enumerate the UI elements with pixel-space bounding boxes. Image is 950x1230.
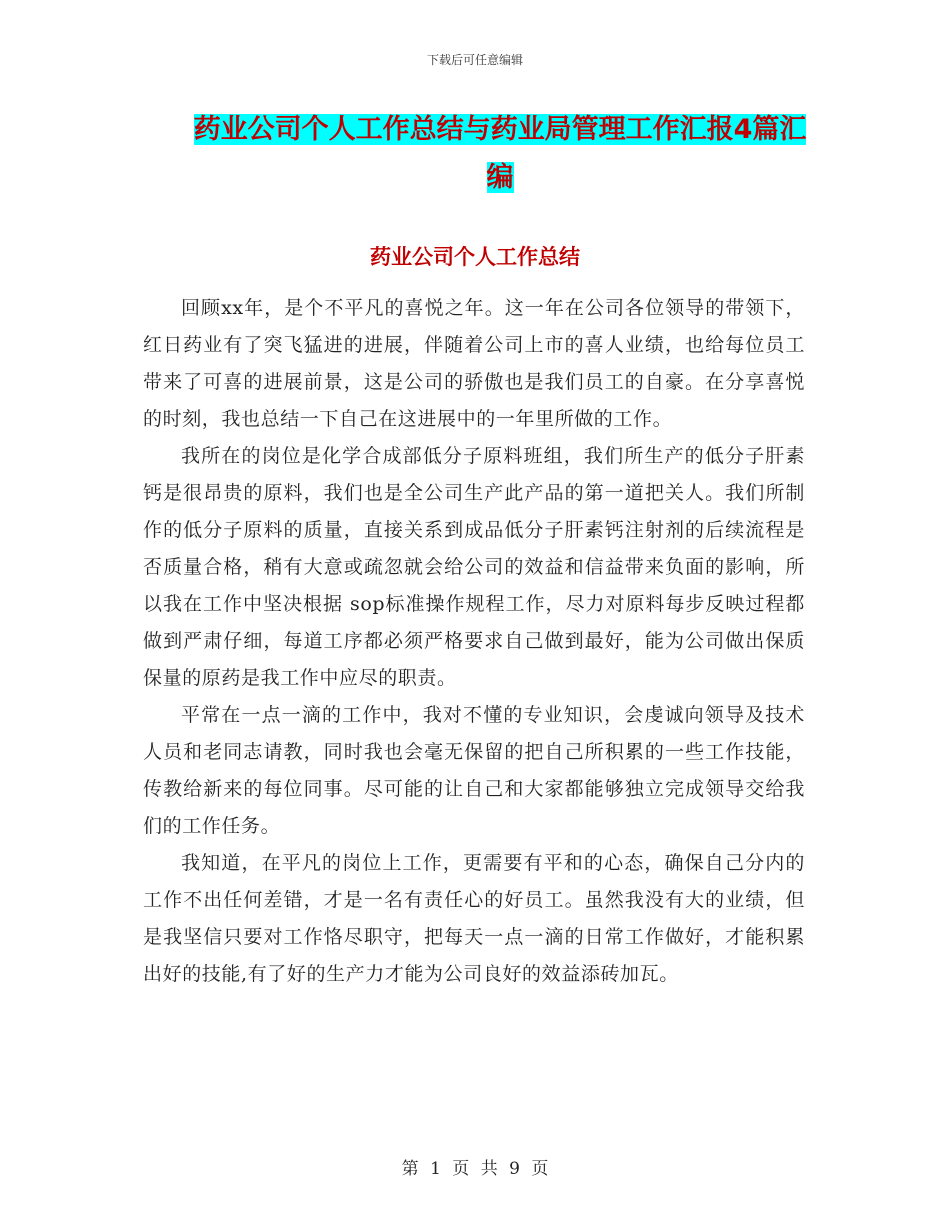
document-title xyxy=(190,106,810,202)
document-body xyxy=(143,290,805,993)
section-title: 药业公司个人工作总结 xyxy=(370,245,580,269)
body-paragraph: 回顾xx年，是个不平凡的喜悦之年。这一年在公司各位领导的带领下，红日药业有了突飞猛进的进展，伴随着公司上市的喜人业绩，也给每位员工带来了可喜的进展前景，这是公司的骄傲也是我们员工的自豪。在分享喜悦的时刻，我也总结一下自己在这进展中的一年里所做的工作。 xyxy=(143,297,805,430)
document-title-highlight: 药业公司个人工作总结与药业局管理工作汇报4篇汇编 xyxy=(193,114,807,193)
body-paragraph: 我知道，在平凡的岗位上工作，更需要有平和的心态，确保自己分内的工作不出任何差错，才是一名有责任心的好员工。虽然我没有大的业绩，但是我坚信只要对工作恪尽职守，把每天一点一滴的日常工作做好，才能积累出好的技能,有了好的生产力才能为公司良好的效益添砖加瓦。 xyxy=(143,852,805,985)
page-header-note: 下载后可任意编辑 xyxy=(426,53,523,67)
body-paragraph: 平常在一点一滴的工作中，我对不懂的专业知识，会虔诚向领导及技术人员和老同志请教，同时我也会毫无保留的把自己所积累的一些工作技能，传教给新来的每位同事。尽可能的让自己和大家都能够独立完成领导交给我们的工作任务。 xyxy=(143,704,805,837)
body-paragraph: 我所在的岗位是化学合成部低分子原料班组，我们所生产的低分子肝素钙是很昂贵的原料，我们也是全公司生产此产品的第一道把关人。我们所制作的低分子原料的质量，直接关系到成品低分子肝素钙注射剂的后续流程是否质量合格，稍有大意或疏忽就会给公司的效益和信益带来负面的影响，所以我在工作中坚决根据 sop标准操作规程工作，尽力对原料每步反映过程都做到严肃仔细，每道工序都必须严格要求自己做到最好，能为公司做出保质保量的原药是我工作中应尽的职责。 xyxy=(143,445,805,689)
page-number-footer: 第 1 页 共 9 页 xyxy=(401,1159,549,1179)
